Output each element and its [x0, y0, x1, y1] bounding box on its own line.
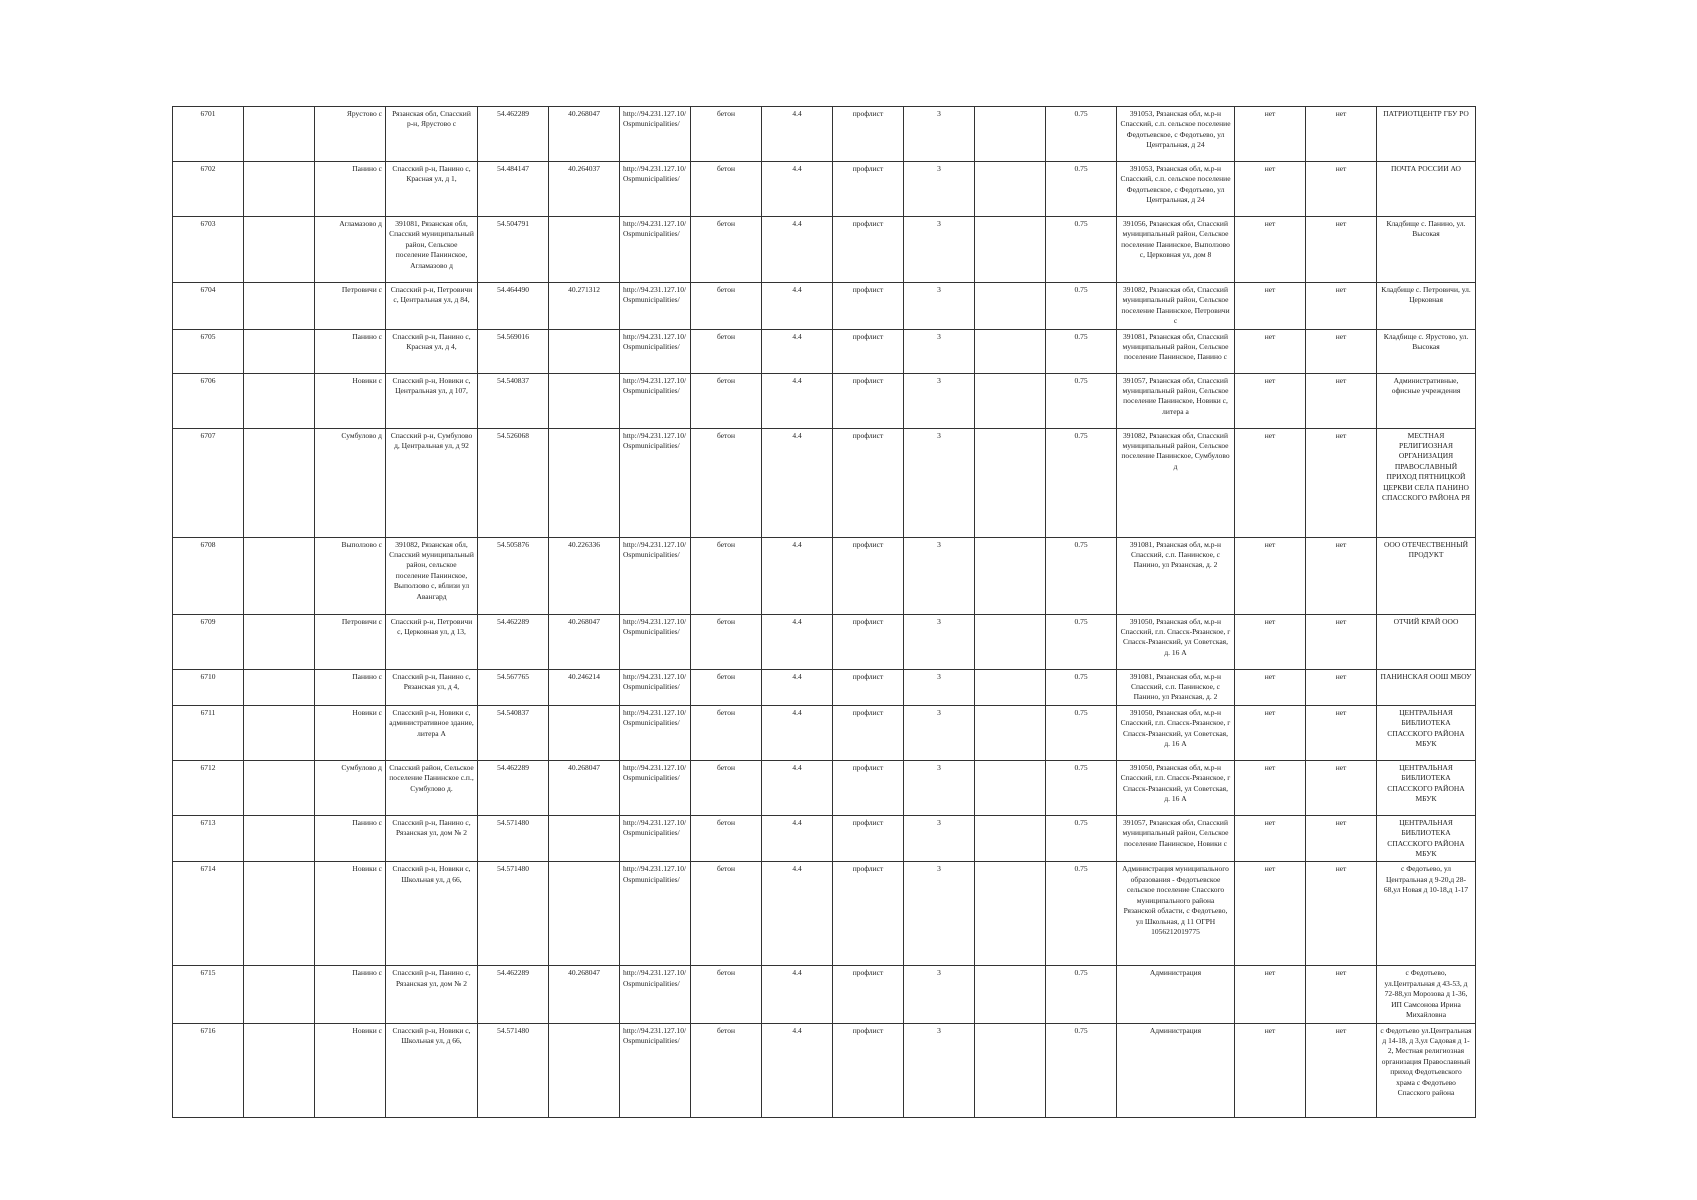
table-row	[173, 614, 1476, 669]
cell-link: http://94.231.127.10/Ospmunicipalities/	[620, 217, 691, 283]
cell-address: Спасский р-н, Сумбулово д, Центральная ул, д 92	[386, 428, 478, 537]
cell-owner: 391081, Рязанская обл, м.р-н Спасский, с.п. Панинское, с Панино, ул Рязанская, д. 2	[1117, 669, 1235, 705]
cell-link: http://94.231.127.10/Ospmunicipalities/	[620, 283, 691, 330]
cell-flag-1: нет	[1235, 669, 1306, 705]
cell-place: Сумбулово д	[315, 428, 386, 537]
cell-cover: профлист	[833, 329, 904, 373]
cell-empty-1	[244, 329, 315, 373]
cell-source: с Федотьево ул.Центральная д 14-18, д 3,ул Садовая д 1-2, Местная религиозная организация Православный приход Федотьевского храма с Федотьево Спасского района	[1377, 1023, 1476, 1117]
cell-volume: 0.75	[1046, 537, 1117, 614]
cell-count: 3	[904, 537, 975, 614]
cell-count: 3	[904, 669, 975, 705]
cell-longitude	[549, 217, 620, 283]
cell-owner: 391082, Рязанская обл, Спасский муниципальный район, Сельское поселение Панинское, Сумбулово д	[1117, 428, 1235, 537]
cell-empty-1	[244, 283, 315, 330]
cell-place: Петровичи с	[315, 283, 386, 330]
cell-address: Спасский р-н, Новики с, Школьная ул, д 66,	[386, 862, 478, 966]
cell-place: Ярустово с	[315, 107, 386, 162]
cell-owner: 391050, Рязанская обл, м.р-н Спасский, г.п. Спасск-Рязанское, г Спасск-Рязанский, ул Советская, д. 16 А	[1117, 760, 1235, 815]
cell-volume: 0.75	[1046, 760, 1117, 815]
cell-cover: профлист	[833, 1023, 904, 1117]
cell-material: бетон	[691, 107, 762, 162]
cell-empty-1	[244, 217, 315, 283]
cell-flag-1: нет	[1235, 329, 1306, 373]
cell-latitude: 54.540837	[478, 705, 549, 760]
cell-count: 3	[904, 1023, 975, 1117]
cell-material: бетон	[691, 862, 762, 966]
cell-longitude: 40.268047	[549, 107, 620, 162]
cell-empty-2	[975, 862, 1046, 966]
cell-longitude: 40.226336	[549, 537, 620, 614]
cell-id: 6701	[173, 107, 244, 162]
cell-count: 3	[904, 760, 975, 815]
cell-link: http://94.231.127.10/Ospmunicipalities/	[620, 760, 691, 815]
cell-address: Спасский р-н, Панино с, Красная ул, д 1,	[386, 162, 478, 217]
cell-owner: 391081, Рязанская обл, м.р-н Спасский, с.п. Панинское, с Панино, ул Рязанская, д. 2	[1117, 537, 1235, 614]
cell-owner: 391050, Рязанская обл, м.р-н Спасский, г.п. Спасск-Рязанское, г Спасск-Рязанский, ул Советская, д. 16 А	[1117, 705, 1235, 760]
cell-link: http://94.231.127.10/Ospmunicipalities/	[620, 428, 691, 537]
cell-source: с Федотьево, ул Центральная д 9-20,д 28-68,ул Новая д 10-18,д 1-17	[1377, 862, 1476, 966]
cell-longitude: 40.268047	[549, 760, 620, 815]
cell-flag-1: нет	[1235, 1023, 1306, 1117]
cell-place: Панино с	[315, 815, 386, 862]
cell-empty-2	[975, 705, 1046, 760]
cell-place: Панино с	[315, 162, 386, 217]
cell-cover: профлист	[833, 669, 904, 705]
cell-longitude: 40.268047	[549, 966, 620, 1023]
cell-cover: профлист	[833, 966, 904, 1023]
cell-empty-2	[975, 162, 1046, 217]
cell-empty-1	[244, 614, 315, 669]
table-row	[173, 217, 1476, 283]
cell-owner: 391053, Рязанская обл, м.р-н Спасский, с.п. сельское поселение Федотьевское, с Федотьево, ул Центральная, д 24	[1117, 162, 1235, 217]
cell-area: 4.4	[762, 428, 833, 537]
cell-volume: 0.75	[1046, 107, 1117, 162]
table-row	[173, 669, 1476, 705]
cell-longitude: 40.264037	[549, 162, 620, 217]
cell-material: бетон	[691, 329, 762, 373]
cell-place: Новики с	[315, 862, 386, 966]
cell-flag-1: нет	[1235, 537, 1306, 614]
cell-flag-2: нет	[1306, 428, 1377, 537]
cell-volume: 0.75	[1046, 1023, 1117, 1117]
cell-flag-2: нет	[1306, 217, 1377, 283]
cell-owner: 391053, Рязанская обл, м.р-н Спасский, с.п. сельское поселение Федотьевское, с Федотьево, ул Центральная, д 24	[1117, 107, 1235, 162]
cell-flag-2: нет	[1306, 1023, 1377, 1117]
cell-flag-1: нет	[1235, 815, 1306, 862]
cell-longitude	[549, 862, 620, 966]
cell-cover: профлист	[833, 815, 904, 862]
cell-volume: 0.75	[1046, 217, 1117, 283]
table-row	[173, 373, 1476, 428]
cell-latitude: 54.540837	[478, 373, 549, 428]
cell-volume: 0.75	[1046, 373, 1117, 428]
cell-flag-1: нет	[1235, 614, 1306, 669]
cell-material: бетон	[691, 669, 762, 705]
cell-count: 3	[904, 614, 975, 669]
cell-id: 6709	[173, 614, 244, 669]
cell-flag-2: нет	[1306, 815, 1377, 862]
cell-area: 4.4	[762, 373, 833, 428]
cell-source: ПАТРИОТЦЕНТР ГБУ РО	[1377, 107, 1476, 162]
cell-latitude: 54.571480	[478, 862, 549, 966]
cell-empty-2	[975, 283, 1046, 330]
cell-address: Рязанская обл, Спасский р-н, Ярустово с	[386, 107, 478, 162]
cell-longitude: 40.271312	[549, 283, 620, 330]
cell-cover: профлист	[833, 428, 904, 537]
cell-id: 6707	[173, 428, 244, 537]
cell-material: бетон	[691, 614, 762, 669]
cell-volume: 0.75	[1046, 669, 1117, 705]
cell-id: 6716	[173, 1023, 244, 1117]
cell-cover: профлист	[833, 217, 904, 283]
cell-owner: 391050, Рязанская обл, м.р-н Спасский, г.п. Спасск-Рязанское, г Спасск-Рязанский, ул Советская, д. 16 А	[1117, 614, 1235, 669]
cell-cover: профлист	[833, 614, 904, 669]
cell-address: Спасский р-н, Новики с, Центральная ул, д 107,	[386, 373, 478, 428]
cell-owner: 391056, Рязанская обл, Спасский муниципальный район, Сельское поселение Панинское, Выползово с, Церковная ул, дом 8	[1117, 217, 1235, 283]
cell-flag-2: нет	[1306, 669, 1377, 705]
cell-flag-1: нет	[1235, 862, 1306, 966]
cell-flag-2: нет	[1306, 705, 1377, 760]
cell-address: Спасский р-н, Панино с, Рязанская ул, д 4,	[386, 669, 478, 705]
cell-owner: Администрация	[1117, 1023, 1235, 1117]
cell-material: бетон	[691, 283, 762, 330]
cell-area: 4.4	[762, 966, 833, 1023]
cell-material: бетон	[691, 1023, 762, 1117]
cell-source: ЦЕНТРАЛЬНАЯ БИБЛИОТЕКА СПАССКОГО РАЙОНА МБУК	[1377, 760, 1476, 815]
cell-longitude	[549, 329, 620, 373]
table-row	[173, 283, 1476, 330]
cell-count: 3	[904, 283, 975, 330]
cell-address: Спасский район, Сельское поселение Панинское с.п., Сумбулово д.	[386, 760, 478, 815]
cell-cover: профлист	[833, 760, 904, 815]
cell-owner: 391057, Рязанская обл, Спасский муниципальный район, Сельское поселение Панинское, Новики с	[1117, 815, 1235, 862]
cell-empty-2	[975, 428, 1046, 537]
cell-id: 6715	[173, 966, 244, 1023]
cell-count: 3	[904, 373, 975, 428]
cell-area: 4.4	[762, 760, 833, 815]
cell-owner: 391081, Рязанская обл, Спасский муниципальный район, Сельское поселение Панинское, Панино с	[1117, 329, 1235, 373]
table-row	[173, 705, 1476, 760]
cell-empty-1	[244, 537, 315, 614]
cell-owner: 391057, Рязанская обл, Спасский муниципальный район, Сельское поселение Панинское, Новики с, литера а	[1117, 373, 1235, 428]
table-row	[173, 1023, 1476, 1117]
cell-empty-2	[975, 614, 1046, 669]
cell-latitude: 54.571480	[478, 1023, 549, 1117]
cell-volume: 0.75	[1046, 862, 1117, 966]
cell-count: 3	[904, 862, 975, 966]
cell-address: Спасский р-н, Панино с, Рязанская ул, дом № 2	[386, 966, 478, 1023]
cell-flag-1: нет	[1235, 705, 1306, 760]
cell-latitude: 54.567765	[478, 669, 549, 705]
table-row	[173, 966, 1476, 1023]
cell-volume: 0.75	[1046, 329, 1117, 373]
cell-volume: 0.75	[1046, 428, 1117, 537]
cell-flag-2: нет	[1306, 966, 1377, 1023]
cell-latitude: 54.462289	[478, 760, 549, 815]
cell-longitude	[549, 815, 620, 862]
cell-id: 6705	[173, 329, 244, 373]
cell-flag-1: нет	[1235, 966, 1306, 1023]
cell-volume: 0.75	[1046, 162, 1117, 217]
cell-count: 3	[904, 966, 975, 1023]
cell-flag-1: нет	[1235, 760, 1306, 815]
cell-link: http://94.231.127.10/Ospmunicipalities/	[620, 329, 691, 373]
cell-empty-1	[244, 760, 315, 815]
table-row	[173, 760, 1476, 815]
cell-latitude: 54.505876	[478, 537, 549, 614]
cell-empty-1	[244, 162, 315, 217]
cell-id: 6710	[173, 669, 244, 705]
cell-latitude: 54.462289	[478, 966, 549, 1023]
cell-address: 391082, Рязанская обл, Спасский муниципальный район, сельское поселение Панинское, Выползово с, вблизи ул Авангард	[386, 537, 478, 614]
cell-address: Спасский р-н, Новики с, Школьная ул, д 66,	[386, 1023, 478, 1117]
cell-empty-2	[975, 966, 1046, 1023]
cell-longitude	[549, 428, 620, 537]
cell-area: 4.4	[762, 329, 833, 373]
cell-id: 6703	[173, 217, 244, 283]
cell-place: Панино с	[315, 669, 386, 705]
cell-material: бетон	[691, 373, 762, 428]
cell-empty-1	[244, 862, 315, 966]
cell-flag-1: нет	[1235, 283, 1306, 330]
cell-area: 4.4	[762, 217, 833, 283]
cell-empty-1	[244, 705, 315, 760]
cell-area: 4.4	[762, 614, 833, 669]
cell-source: ЦЕНТРАЛЬНАЯ БИБЛИОТЕКА СПАССКОГО РАЙОНА МБУК	[1377, 705, 1476, 760]
cell-area: 4.4	[762, 815, 833, 862]
cell-material: бетон	[691, 760, 762, 815]
cell-owner: Администрация	[1117, 966, 1235, 1023]
cell-address: Спасский р-н, Петровичи с, Церковная ул, д 13,	[386, 614, 478, 669]
cell-address: Спасский р-н, Панино с, Красная ул, д 4,	[386, 329, 478, 373]
cell-cover: профлист	[833, 107, 904, 162]
cell-volume: 0.75	[1046, 815, 1117, 862]
cell-cover: профлист	[833, 162, 904, 217]
cell-source: Кладбище с. Панино, ул. Высокая	[1377, 217, 1476, 283]
cell-link: http://94.231.127.10/Ospmunicipalities/	[620, 815, 691, 862]
cell-place: Новики с	[315, 373, 386, 428]
cell-flag-2: нет	[1306, 373, 1377, 428]
cell-latitude: 54.504791	[478, 217, 549, 283]
cell-volume: 0.75	[1046, 966, 1117, 1023]
cell-count: 3	[904, 107, 975, 162]
cell-id: 6711	[173, 705, 244, 760]
cell-latitude: 54.464490	[478, 283, 549, 330]
cell-area: 4.4	[762, 705, 833, 760]
table-row	[173, 815, 1476, 862]
table-row	[173, 428, 1476, 537]
cell-count: 3	[904, 705, 975, 760]
cell-cover: профлист	[833, 862, 904, 966]
cell-longitude	[549, 1023, 620, 1117]
cell-flag-2: нет	[1306, 162, 1377, 217]
cell-latitude: 54.526068	[478, 428, 549, 537]
table-row	[173, 107, 1476, 162]
cell-count: 3	[904, 217, 975, 283]
cell-source: Кладбище с. Петровичи, ул. Церковная	[1377, 283, 1476, 330]
cell-area: 4.4	[762, 669, 833, 705]
cell-link: http://94.231.127.10/Ospmunicipalities/	[620, 614, 691, 669]
cell-owner: 391082, Рязанская обл, Спасский муниципальный район, Сельское поселение Панинское, Петровичи с	[1117, 283, 1235, 330]
cell-link: http://94.231.127.10/Ospmunicipalities/	[620, 862, 691, 966]
cell-id: 6713	[173, 815, 244, 862]
cell-place: Агламазово д	[315, 217, 386, 283]
cell-area: 4.4	[762, 1023, 833, 1117]
cell-flag-1: нет	[1235, 217, 1306, 283]
cell-flag-2: нет	[1306, 760, 1377, 815]
cell-material: бетон	[691, 966, 762, 1023]
cell-flag-2: нет	[1306, 537, 1377, 614]
cell-area: 4.4	[762, 537, 833, 614]
cell-place: Панино с	[315, 966, 386, 1023]
table-row	[173, 537, 1476, 614]
cell-area: 4.4	[762, 107, 833, 162]
cell-empty-2	[975, 217, 1046, 283]
cell-latitude: 54.462289	[478, 107, 549, 162]
cell-count: 3	[904, 329, 975, 373]
cell-empty-1	[244, 815, 315, 862]
cell-flag-2: нет	[1306, 329, 1377, 373]
cell-longitude: 40.268047	[549, 614, 620, 669]
cell-source: МЕСТНАЯ РЕЛИГИОЗНАЯ ОРГАНИЗАЦИЯ ПРАВОСЛАВНЫЙ ПРИХОД ПЯТНИЦКОЙ ЦЕРКВИ СЕЛА ПАНИНО СПАССКОГО РАЙОНА РЯ	[1377, 428, 1476, 537]
table-row	[173, 329, 1476, 373]
cell-volume: 0.75	[1046, 614, 1117, 669]
cell-link: http://94.231.127.10/Ospmunicipalities/	[620, 705, 691, 760]
cell-flag-1: нет	[1235, 107, 1306, 162]
cell-empty-2	[975, 107, 1046, 162]
cell-latitude: 54.484147	[478, 162, 549, 217]
cell-place: Петровичи с	[315, 614, 386, 669]
cell-empty-1	[244, 373, 315, 428]
cell-link: http://94.231.127.10/Ospmunicipalities/	[620, 162, 691, 217]
cell-cover: профлист	[833, 537, 904, 614]
cell-cover: профлист	[833, 283, 904, 330]
cell-flag-2: нет	[1306, 862, 1377, 966]
cell-address: 391081, Рязанская обл, Спасский муниципальный район, Сельское поселение Панинское, Агламазово д	[386, 217, 478, 283]
cell-longitude: 40.246214	[549, 669, 620, 705]
cell-id: 6704	[173, 283, 244, 330]
cell-count: 3	[904, 162, 975, 217]
cell-material: бетон	[691, 815, 762, 862]
cell-cover: профлист	[833, 705, 904, 760]
cell-longitude	[549, 705, 620, 760]
cell-place: Сумбулово д	[315, 760, 386, 815]
cell-link: http://94.231.127.10/Ospmunicipalities/	[620, 966, 691, 1023]
cell-empty-1	[244, 1023, 315, 1117]
cell-link: http://94.231.127.10/Ospmunicipalities/	[620, 537, 691, 614]
cell-flag-2: нет	[1306, 283, 1377, 330]
cell-address: Спасский р-н, Петровичи с, Центральная ул, д 84,	[386, 283, 478, 330]
cell-empty-1	[244, 428, 315, 537]
cell-source: ЦЕНТРАЛЬНАЯ БИБЛИОТЕКА СПАССКОГО РАЙОНА МБУК	[1377, 815, 1476, 862]
cell-empty-1	[244, 107, 315, 162]
cell-source: Кладбище с. Ярустово, ул. Высокая	[1377, 329, 1476, 373]
cell-id: 6714	[173, 862, 244, 966]
table-row	[173, 162, 1476, 217]
cell-empty-2	[975, 373, 1046, 428]
cell-address: Спасский р-н, Новики с, административное здание, литера А	[386, 705, 478, 760]
cell-empty-2	[975, 329, 1046, 373]
cell-material: бетон	[691, 705, 762, 760]
cell-flag-1: нет	[1235, 162, 1306, 217]
cell-link: http://94.231.127.10/Ospmunicipalities/	[620, 1023, 691, 1117]
cell-area: 4.4	[762, 862, 833, 966]
cell-material: бетон	[691, 217, 762, 283]
cell-empty-2	[975, 815, 1046, 862]
cell-source: Административные, офисные учреждения	[1377, 373, 1476, 428]
cell-place: Новики с	[315, 705, 386, 760]
cell-volume: 0.75	[1046, 283, 1117, 330]
cell-count: 3	[904, 428, 975, 537]
cell-source: ОТЧИЙ КРАЙ ООО	[1377, 614, 1476, 669]
cell-area: 4.4	[762, 283, 833, 330]
cell-longitude	[549, 373, 620, 428]
cell-empty-1	[244, 669, 315, 705]
cell-latitude: 54.569016	[478, 329, 549, 373]
cell-place: Панино с	[315, 329, 386, 373]
cell-place: Новики с	[315, 1023, 386, 1117]
registry-table	[172, 106, 1476, 1118]
cell-id: 6706	[173, 373, 244, 428]
cell-id: 6712	[173, 760, 244, 815]
cell-empty-2	[975, 760, 1046, 815]
cell-address: Спасский р-н, Панино с, Рязанская ул, дом № 2	[386, 815, 478, 862]
cell-owner: Администрация муниципального образования - Федотьевское сельское поселение Спасского муниципального района Рязанской области, с Федотьево, ул Школьная, д 11 ОГРН 1056212019775	[1117, 862, 1235, 966]
cell-place: Выползово с	[315, 537, 386, 614]
cell-empty-1	[244, 966, 315, 1023]
cell-material: бетон	[691, 537, 762, 614]
cell-empty-2	[975, 669, 1046, 705]
cell-area: 4.4	[762, 162, 833, 217]
cell-source: с Федотьево, ул.Центральная д 43-53, д 72-88,ул Морозова д 1-36, ИП Самсонова Ирина Михайловна	[1377, 966, 1476, 1023]
cell-empty-2	[975, 1023, 1046, 1117]
cell-empty-2	[975, 537, 1046, 614]
cell-latitude: 54.571480	[478, 815, 549, 862]
cell-source: ООО ОТЕЧЕСТВЕННЫЙ ПРОДУКТ	[1377, 537, 1476, 614]
cell-material: бетон	[691, 428, 762, 537]
cell-source: ПОЧТА РОССИИ АО	[1377, 162, 1476, 217]
cell-flag-1: нет	[1235, 428, 1306, 537]
cell-flag-1: нет	[1235, 373, 1306, 428]
table-row	[173, 862, 1476, 966]
cell-cover: профлист	[833, 373, 904, 428]
cell-link: http://94.231.127.10/Ospmunicipalities/	[620, 669, 691, 705]
cell-flag-2: нет	[1306, 107, 1377, 162]
cell-volume: 0.75	[1046, 705, 1117, 760]
cell-id: 6708	[173, 537, 244, 614]
cell-count: 3	[904, 815, 975, 862]
cell-flag-2: нет	[1306, 614, 1377, 669]
cell-material: бетон	[691, 162, 762, 217]
cell-latitude: 54.462289	[478, 614, 549, 669]
cell-source: ПАНИНСКАЯ ООШ МБОУ	[1377, 669, 1476, 705]
cell-link: http://94.231.127.10/Ospmunicipalities/	[620, 373, 691, 428]
cell-link: http://94.231.127.10/Ospmunicipalities/	[620, 107, 691, 162]
cell-id: 6702	[173, 162, 244, 217]
